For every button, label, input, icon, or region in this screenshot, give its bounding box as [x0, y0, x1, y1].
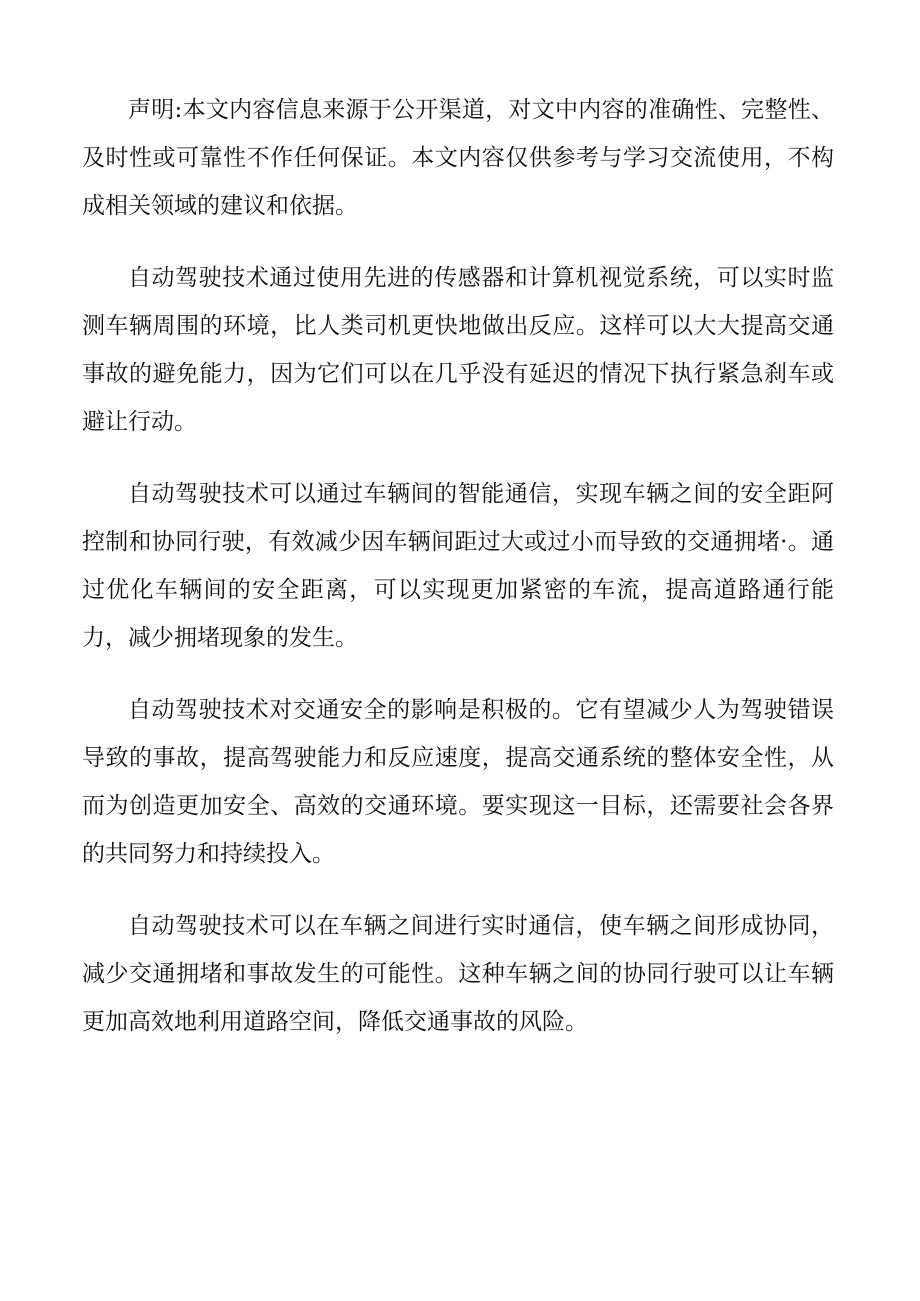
body-paragraph: 自动驾驶技术可以通过车辆间的智能通信，实现车辆之间的安全距阿控制和协同行驶，有效减少因车辆间距过大或过小而导致的交通拥堵·。通过优化车辆间的安全距离，可以实现更加紧密的车流，提高道路通行能力，减少拥堵现象的发生。 — [82, 481, 834, 651]
disclaimer-paragraph: 声明:本文内容信息来源于公开渠道，对文中内容的准确性、完整性、及时性或可靠性不作任何保证。本文内容仅供参考与学习交流使用，不构成相关领域的建议和依据。 — [82, 97, 834, 219]
body-paragraph: 自动驾驶技术通过使用先进的传感器和计算机视觉系统，可以实时监测车辆周围的环境，比人类司机更快地做出反应。这样可以大大提高交通事故的避免能力，因为它们可以在几乎没有延迟的情况下执行紧急刹车或避让行动。 — [82, 265, 834, 435]
body-paragraph: 自动驾驶技术可以在车辆之间进行实时通信，使车辆之间形成协同，减少交通拥堵和事故发生的可能性。这种车辆之间的协同行驶可以让车辆更加高效地利用道路空间，降低交通事故的风险。 — [82, 913, 834, 1035]
document-body — [82, 86, 834, 1070]
body-paragraph: 自动驾驶技术对交通安全的影响是积极的。它有望减少人为驾驶错误导致的事故，提高驾驶能力和反应速度，提高交通系统的整体安全性，从而为创造更加安全、高效的交通环境。要实现这一目标，还需要社会各界的共同努力和持续投入。 — [82, 697, 834, 867]
